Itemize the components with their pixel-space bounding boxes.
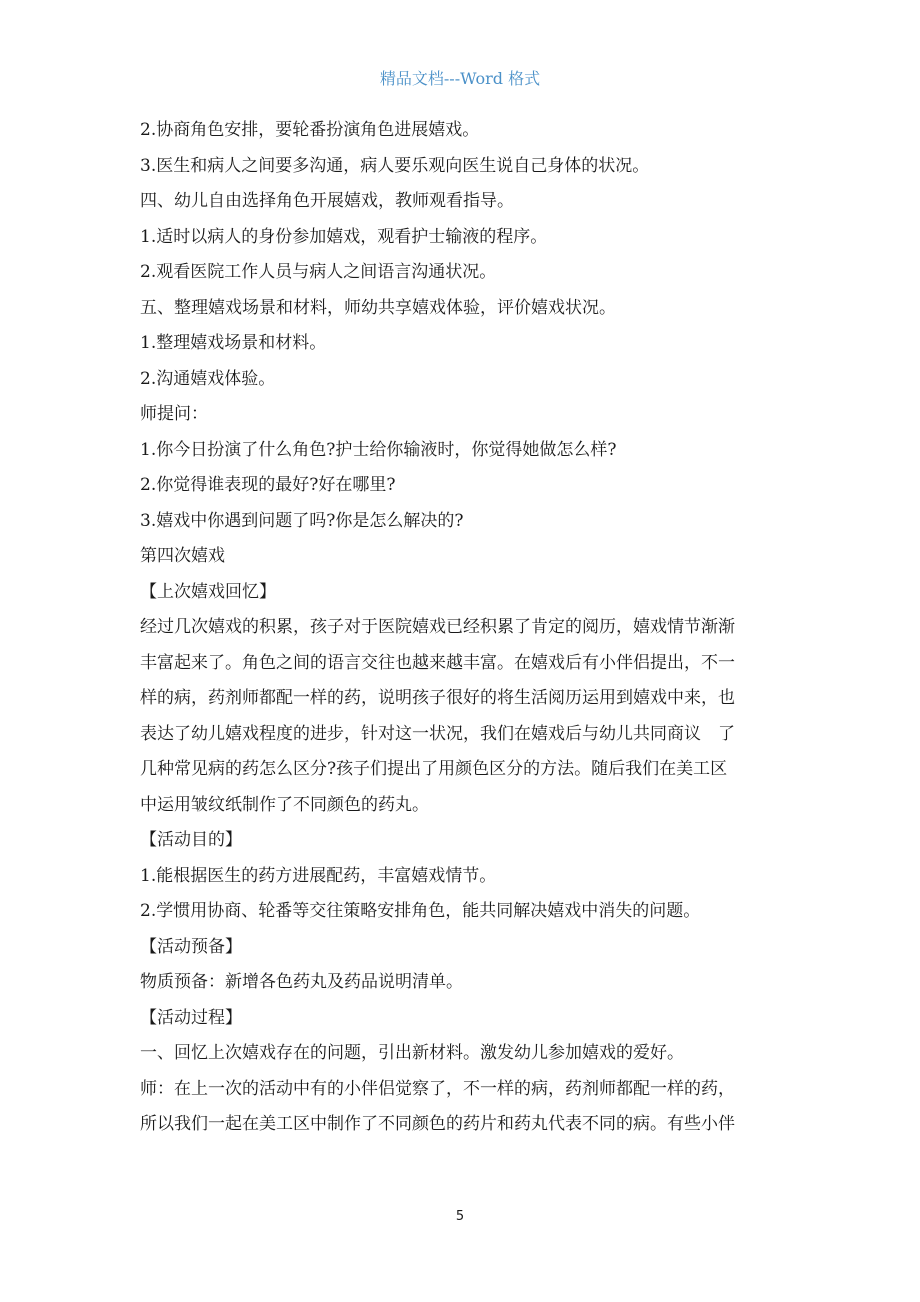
text-line: 1.能根据医生的药方进展配药，丰富嬉戏情节。	[140, 865, 497, 886]
paragraph	[140, 1072, 780, 1143]
paragraph-line: 样的病，药剂师都配一样的药，说明孩子很好的将生活阅历运用到嬉戏中来，也	[140, 688, 735, 708]
text-line: 2.学惯用协商、轮番等交往策略安排角色，能共同解决嬉戏中消失的问题。	[140, 901, 701, 921]
text-line: 物质预备：新增各色药丸及药品说明清单。	[140, 972, 463, 992]
text-line: 3.嬉戏中你遇到问题了吗?你是怎么解决的?	[140, 510, 464, 531]
page-number: 5	[455, 1209, 465, 1224]
text-line: 1.适时以病人的身份参加嬉戏，观看护士输液的程序。	[140, 226, 548, 247]
text-line: 2.观看医院工作人员与病人之间语言沟通状况。	[140, 262, 497, 282]
text-line: 师提问：	[140, 404, 208, 424]
paragraph-line: 所以我们一起在美工区中制作了不同颜色的药片和药丸代表不同的病。有些小伴	[140, 1114, 735, 1134]
text-line: 2.协商角色安排，要轮番扮演角色进展嬉戏。	[140, 120, 480, 140]
document-body	[140, 113, 780, 1143]
bracket-heading: 【活动目的】	[140, 830, 242, 850]
section-heading: 四、幼儿自由选择角色开展嬉戏，教师观看指导。	[140, 191, 514, 211]
paragraph	[140, 610, 780, 823]
paragraph-line: 丰富起来了。角色之间的语言交往也越来越丰富。在嬉戏后有小伴侣提出，不一	[140, 652, 735, 673]
paragraph-line: 中运用皱纹纸制作了不同颜色的药丸。	[140, 794, 429, 815]
section-heading: 五、整理嬉戏场景和材料，师幼共享嬉戏体验，评价嬉戏状况。	[140, 297, 616, 318]
bracket-heading: 【上次嬉戏回忆】	[140, 581, 276, 602]
bracket-heading: 【活动预备】	[140, 936, 242, 957]
text-line: 1.整理嬉戏场景和材料。	[140, 333, 327, 353]
bracket-heading: 【活动过程】	[140, 1007, 242, 1028]
text-line: 2.沟通嬉戏体验。	[140, 368, 276, 389]
text-line: 1.你今日扮演了什么角色?护士给你输液时，你觉得她做怎么样?	[140, 439, 617, 460]
text-line: 3.医生和病人之间要多沟通，病人要乐观向医生说自己身体的状况。	[140, 155, 650, 176]
text-line: 2.你觉得谁表现的最好?好在哪里?	[140, 475, 396, 495]
paragraph-line: 师：在上一次的活动中有的小伴侣觉察了，不一样的病，药剂师都配一样的药，	[140, 1078, 735, 1099]
section-heading: 一、回忆上次嬉戏存在的问题，引出新材料。激发幼儿参加嬉戏的爱好。	[140, 1043, 684, 1063]
page-header: 精品文档---Word 格式	[379, 69, 541, 88]
paragraph-line: 表达了幼儿嬉戏程度的进步，针对这一状况，我们在嬉戏后与幼儿共同商议 了	[140, 723, 735, 744]
section-heading: 第四次嬉戏	[140, 546, 225, 566]
paragraph-line: 经过几次嬉戏的积累，孩子对于医院嬉戏已经积累了肯定的阅历，嬉戏情节渐渐	[140, 617, 735, 637]
paragraph-line: 几种常见病的药怎么区分?孩子们提出了用颜色区分的方法。随后我们在美工区	[140, 759, 728, 779]
